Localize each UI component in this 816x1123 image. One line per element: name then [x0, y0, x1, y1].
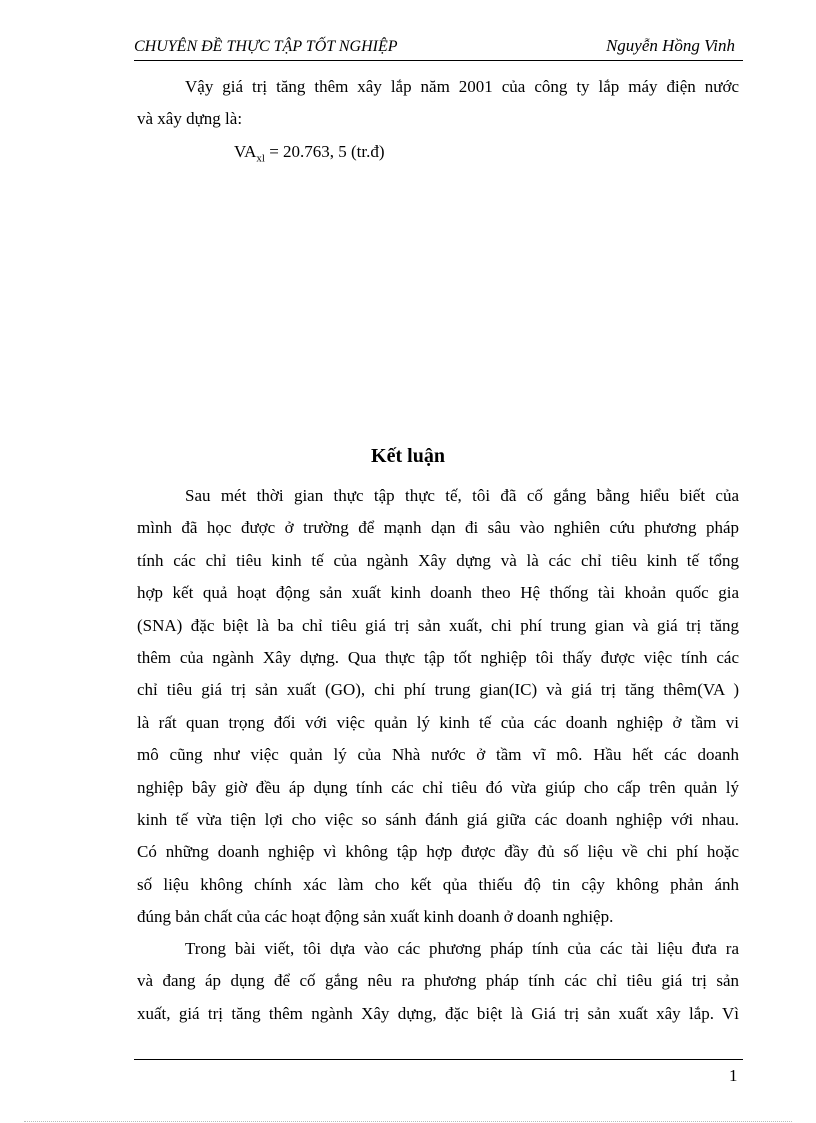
paragraph-line: xuất, giá trị tăng thêm ngành Xây dựng, đặc biệt là Giá trị sản xuất xây lắp. Vì — [137, 1003, 739, 1023]
formula — [234, 142, 385, 164]
paragraph-line: đúng bản chất của các hoạt động sản xuất kinh doanh ở doanh nghiệp. — [137, 907, 614, 927]
paragraph-line: (SNA) đặc biệt là ba chỉ tiêu giá trị sản xuất, chi phí trung gian và giá trị tăng — [137, 615, 739, 635]
paragraph-line: mô cũng như việc quản lý của Nhà nước ở tầm vĩ mô. Hầu hết các doanh — [137, 745, 739, 765]
paragraph-line: mình đã học được ở trường để mạnh dạn đi sâu vào nghiên cứu phương pháp — [137, 518, 739, 538]
formula-value: = 20.763, 5 (tr.đ) — [264, 142, 385, 161]
header-title: CHUYÊN ĐỀ THỰC TẬP TỐT NGHIỆP — [134, 38, 398, 55]
conclusion-paragraph-2 — [137, 933, 739, 1030]
page-edge-divider — [24, 1121, 792, 1122]
paragraph-line: tính các chỉ tiêu kinh tế của ngành Xây dựng và là các chỉ tiêu kinh tế tổng — [137, 550, 739, 570]
paragraph-line: thêm của ngành Xây dựng. Qua thực tập tốt nghiệp tôi thấy được việc tính các — [137, 648, 739, 668]
page-number: 1 — [729, 1066, 738, 1085]
paragraph-line: là rất quan trọng đối với việc quản lý kinh tế của các doanh nghiệp ở tầm vi — [137, 712, 739, 732]
paragraph-line: Có những doanh nghiệp vì không tập hợp được đầy đủ số liệu về chi phí hoặc — [137, 842, 739, 862]
paragraph-line: số liệu không chính xác làm cho kết qủa thiếu độ tin cậy không phản ánh — [137, 874, 739, 894]
paragraph-line: chỉ tiêu giá trị sản xuất (GO), chi phí trung gian(IC) và giá trị tăng thêm(VA ) — [137, 680, 739, 700]
paragraph-line: Sau mét thời gian thực tập thực tế, tôi đã cố gắng bằng hiểu biết của — [185, 486, 739, 505]
formula-symbol: VA — [234, 142, 257, 161]
intro-line: và xây dựng là: — [137, 109, 243, 129]
paragraph-line: hợp kết quả hoạt động sản xuất kinh doanh theo Hệ thống tài khoản quốc gia — [137, 583, 739, 603]
header-author: Nguyễn Hồng Vinh — [605, 36, 735, 55]
paragraph-line: Trong bài viết, tôi dựa vào các phương pháp tính của các tài liệu đưa ra — [185, 939, 739, 958]
paragraph-line: kinh tế vừa tiện lợi cho việc so sánh đánh giá giữa các doanh nghiệp với nhau. — [137, 810, 739, 830]
intro-paragraph — [137, 71, 739, 136]
paragraph-line: nghiệp bây giờ đều áp dụng tính các chỉ tiêu đó vừa giúp cho cấp trên quản lý — [137, 777, 739, 797]
paragraph-line: và đang áp dụng để cố gắng nêu ra phương pháp tính các chỉ tiêu giá trị sản — [137, 971, 739, 991]
section-heading: Kết luận — [371, 445, 445, 467]
page-header — [134, 36, 743, 61]
conclusion-paragraph-1 — [137, 480, 739, 934]
intro-line: Vậy giá trị tăng thêm xây lắp năm 2001 của công ty lắp máy điện nước — [185, 77, 739, 96]
formula-subscript: xl — [256, 152, 265, 165]
footer-divider — [134, 1059, 743, 1060]
